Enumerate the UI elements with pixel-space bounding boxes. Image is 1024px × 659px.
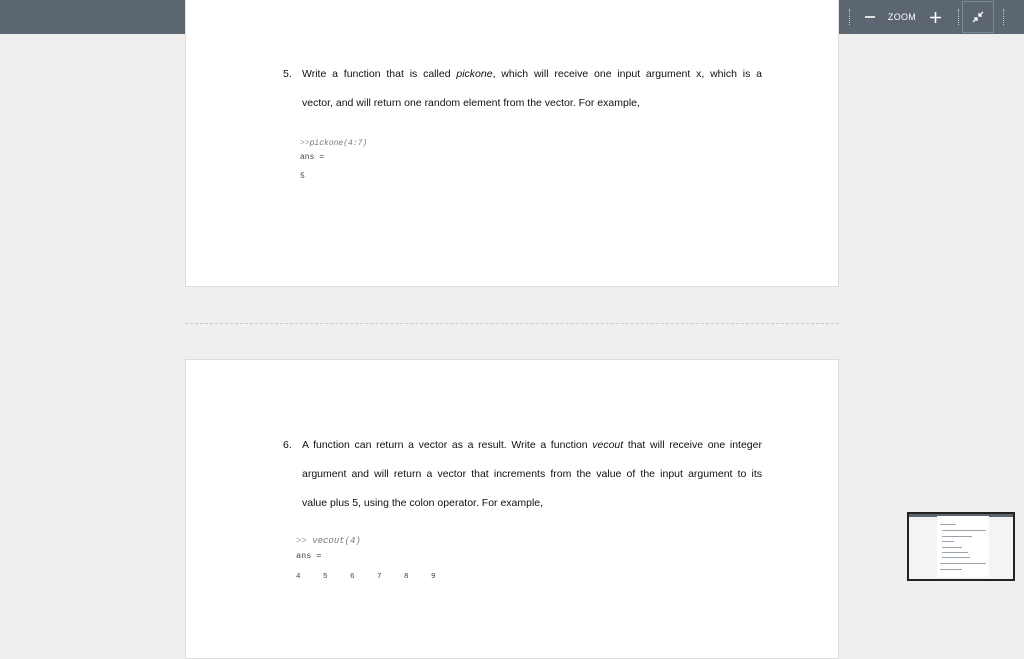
thumbnail-line <box>942 547 962 548</box>
code-command-line <box>300 139 367 148</box>
thumbnail-page-preview <box>937 516 989 577</box>
toolbar-separator <box>1003 9 1004 25</box>
thumbnail-line <box>942 557 970 558</box>
function-name: vecout <box>592 439 624 451</box>
question-text-line <box>302 68 762 80</box>
document-page-1 <box>185 0 839 287</box>
thumbnail-line <box>942 530 986 531</box>
question-text-line: argument and will return a vector that increments from the value of the input argument to its <box>302 468 762 480</box>
question-text-segment: , which will receive one input argument x, which is a <box>492 68 762 80</box>
question-text-line <box>302 439 762 451</box>
zoom-label: ZOOM <box>887 12 917 22</box>
toolbar-separator <box>958 9 959 25</box>
thumbnail-line <box>940 563 986 564</box>
code-ans: ans = <box>296 551 322 561</box>
question-text-segment: Write a function that is called <box>302 68 457 80</box>
page-thumbnail-navigator[interactable] <box>907 512 1015 581</box>
thumbnail-line <box>942 541 954 542</box>
code-command-line <box>296 536 361 546</box>
code-ans: ans = <box>300 153 325 162</box>
question-text-line: value plus 5, using the colon operator. For example, <box>302 497 544 509</box>
thumbnail-line <box>940 569 962 570</box>
code-call: vecout(4) <box>312 536 361 546</box>
code-result: 5 <box>300 172 305 181</box>
toolbar-separator <box>849 9 850 25</box>
plus-icon <box>930 12 941 23</box>
code-call: pickone(4:7) <box>309 139 368 148</box>
minus-icon <box>865 12 875 22</box>
thumbnail-line <box>942 552 968 553</box>
code-prompt: >> <box>296 536 307 546</box>
document-page-2 <box>185 359 839 659</box>
thumbnail-line <box>942 536 972 537</box>
page-divider <box>185 323 839 324</box>
question-text-segment: A function can return a vector as a result. Write a function <box>302 439 593 451</box>
collapse-button[interactable] <box>962 1 994 33</box>
thumbnail-line <box>940 524 956 525</box>
collapse-icon-wrap <box>963 1 993 33</box>
zoom-in-button[interactable] <box>927 0 943 34</box>
zoom-out-button[interactable] <box>862 0 878 34</box>
question-text-line: vector, and will return one random element from the vector. For example, <box>302 97 640 109</box>
code-prompt: >> <box>300 139 310 148</box>
question-number: 6. <box>283 439 292 451</box>
zoom-label-wrap <box>884 0 920 34</box>
code-result: 4 5 6 7 8 9 <box>296 573 436 581</box>
question-text-segment: that will receive one integer <box>623 439 762 451</box>
collapse-icon <box>972 11 984 23</box>
function-name: pickone <box>456 68 493 80</box>
question-number: 5. <box>283 68 292 80</box>
